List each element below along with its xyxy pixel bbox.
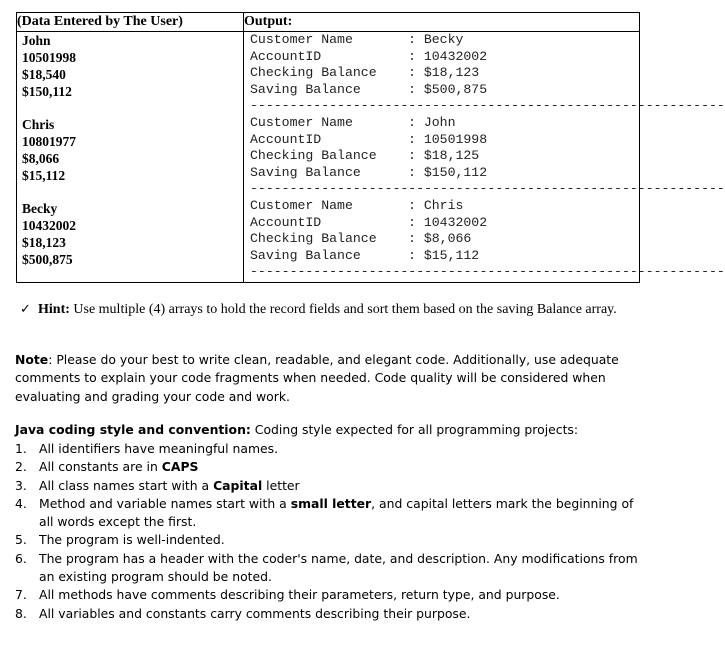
list-number: 4. [15,495,27,511]
output-checking: : $8,066 [408,231,472,247]
list-bold: CAPS [161,459,199,475]
list-text: All methods have comments describing their parameters, return type, and purpose. [39,587,560,603]
label-customer-name: Customer Name [250,197,353,213]
separator-line: ------------------------------------------------------------ [250,264,725,280]
list-number: 2. [15,459,27,475]
record-saving: $150,112 [22,84,72,99]
label-checking: Checking Balance [250,231,377,247]
record-saving: $15,112 [22,168,66,183]
list-item [15,605,645,623]
list-text: All constants are in [39,459,162,475]
conventions-title-text: Coding style expected for all programming projects: [250,422,579,437]
record-checking: $18,123 [22,235,66,250]
list-number: 5. [15,532,27,548]
label-saving: Saving Balance [250,81,361,97]
list-item [15,495,645,532]
list-text-after: letter [262,477,300,493]
input-column [17,32,244,283]
record-name: John [22,33,51,48]
list-text: All class names start with a [39,477,214,493]
list-number: 7. [15,587,27,603]
list-text: Method and variable names start with a [39,495,291,511]
check-icon: ✓ [20,302,31,317]
list-number: 1. [15,441,27,456]
list-bold: small letter [290,495,372,511]
note-paragraph [15,351,645,406]
note-text: : Please do your best to write clean, readable, and elegant code. Additionally, use adequate comments to explain your code fragments when needed. Code quality will be considered when evaluating and grading your code and work. [15,352,619,404]
list-item [15,477,645,495]
list-number: 8. [15,605,27,621]
record-account-id: 10801977 [22,134,76,149]
output-column [244,32,725,283]
list-item [15,531,645,549]
list-item [15,458,645,476]
input-record [22,116,243,184]
output-record [250,114,725,198]
separator-line: ------------------------------------------------------------ [250,181,725,197]
record-name: Becky [22,201,58,216]
output-checking: : $18,123 [408,65,480,81]
conventions-title-bold: Java coding style and convention: [15,422,251,437]
list-bold: Capital [213,477,263,493]
conventions-title [15,421,645,439]
output-name: : Chris [408,197,464,213]
hint-paragraph [20,301,630,319]
hint-label: Hint: [38,302,70,317]
hint-text: Use multiple (4) arrays to hold the record fields and sort them based on the saving Balance array. [69,302,617,317]
output-account-id: : 10501998 [408,131,488,147]
list-text: All identifiers have meaningful names. [39,441,279,456]
label-checking: Checking Balance [250,65,377,81]
data-table [16,12,725,283]
record-saving: $500,875 [22,252,73,267]
label-customer-name: Customer Name [250,114,353,130]
output-record [250,197,725,281]
label-checking: Checking Balance [250,148,377,164]
record-account-id: 10432002 [22,218,76,233]
list-text: The program is well-indented. [39,532,225,548]
output-name: : John [408,114,456,130]
list-number: 6. [15,550,27,566]
list-number: 3. [15,477,27,493]
label-saving: Saving Balance [250,164,361,180]
label-account-id: AccountID [250,48,322,64]
record-account-id: 10501998 [22,50,76,65]
output-saving: : $15,112 [408,247,480,263]
label-account-id: AccountID [250,131,322,147]
output-account-id: : 10432002 [408,214,488,230]
list-item [15,440,645,458]
input-record [22,32,243,100]
input-header: (Data Entered by The User) [17,13,244,32]
label-customer-name: Customer Name [250,32,353,47]
note-label: Note [15,352,49,367]
list-item [15,586,645,604]
output-checking: : $18,125 [408,148,480,164]
output-header: Output: [244,13,640,32]
list-text: The program has a header with the coder's name, date, and description. Any modifications from an existing program should be noted. [39,550,638,585]
record-checking: $8,066 [22,151,60,166]
header-row [17,13,640,32]
output-saving: : $500,875 [408,81,488,97]
output-name: : Becky [408,32,464,47]
record-checking: $18,540 [22,67,66,82]
record-name: Chris [22,117,55,132]
input-record [22,200,243,268]
output-record [250,32,725,115]
label-saving: Saving Balance [250,247,361,263]
body-row [17,32,640,283]
conventions-list [15,440,645,623]
output-saving: : $150,112 [408,164,488,180]
list-text-after: , and capital letters mark the beginning of all words except the first. [39,495,634,530]
list-text: All variables and constants carry comments describing their purpose. [39,605,471,621]
label-account-id: AccountID [250,214,322,230]
output-account-id: : 10432002 [408,48,488,64]
separator-line: ------------------------------------------------------------ [250,98,725,114]
list-item [15,550,645,587]
